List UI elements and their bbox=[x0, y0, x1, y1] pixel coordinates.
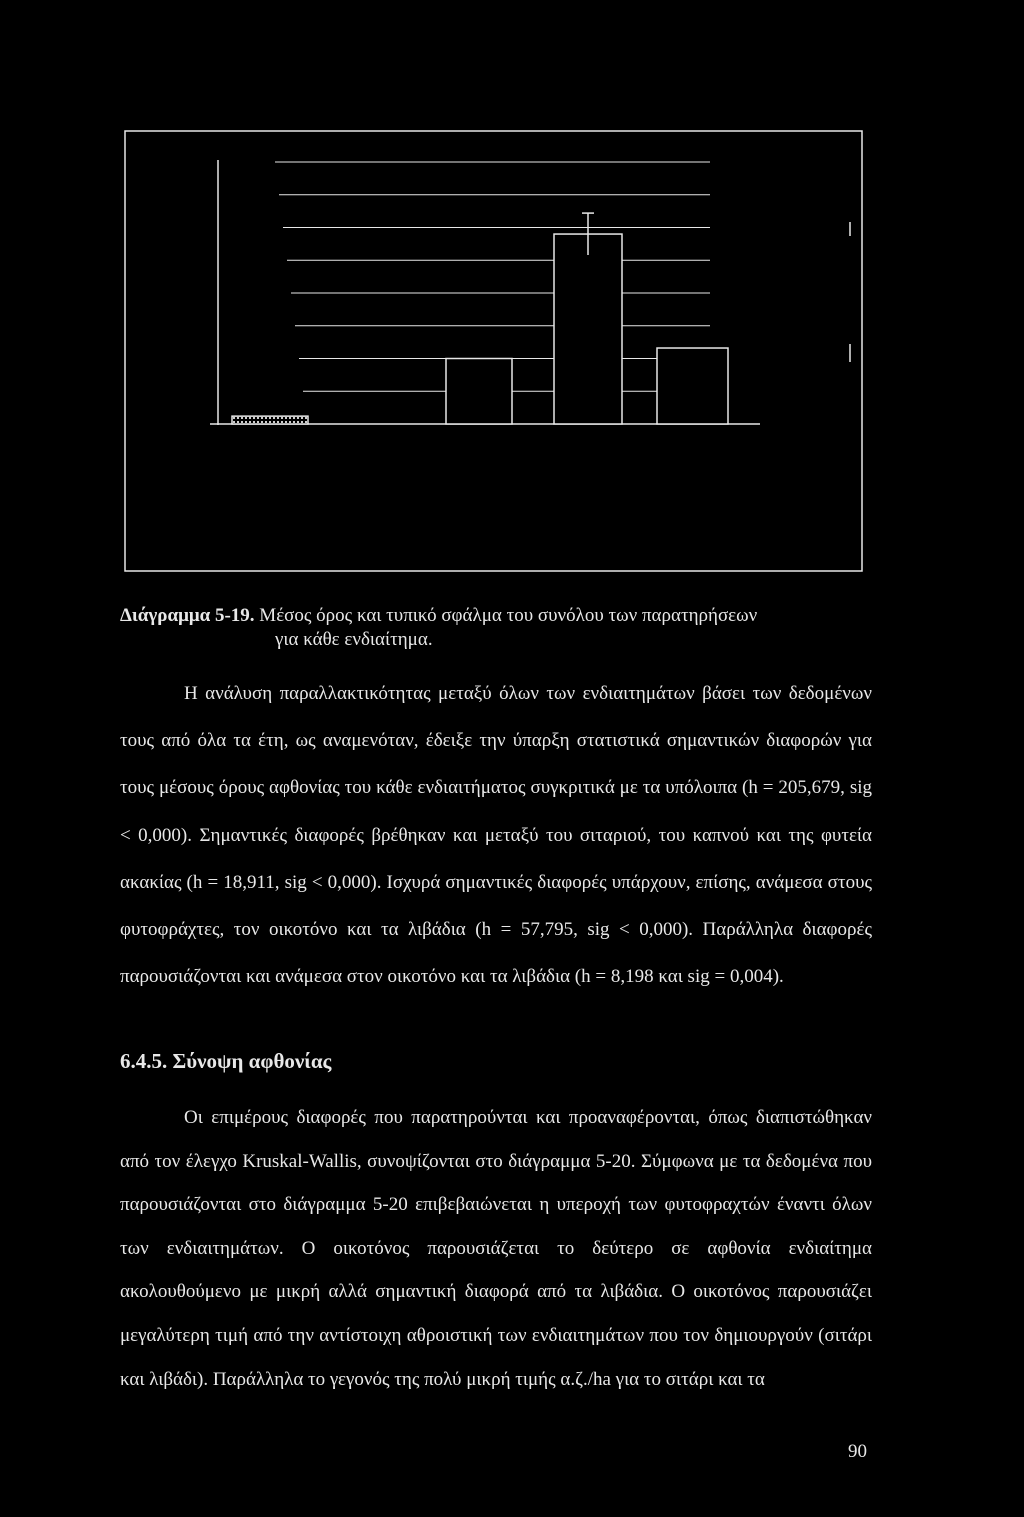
bar bbox=[446, 359, 512, 425]
figure-caption bbox=[120, 604, 900, 652]
gridlines bbox=[275, 162, 710, 391]
paragraph-summary: Οι επιμέρους διαφορές που παρατηρούνται και προαναφέρονται, όπως διαπιστώθηκαν από τον έλεγχο Kruskal-Wallis, συνοψίζονται στο διάγραμμα 5-20. Σύμφωνα με τα δεδομένα που παρουσιάζονται στο διάγραμμα 5-20 επιβεβαιώνεται η υπεροχή των φυτοφραχτών έναντι όλων των ενδιαιτημάτων. Ο οικοτόνος παρουσιάζεται το δεύτερο σε αφθονία ενδιαίτημα ακολουθούμενο με μικρή αλλά σημαντική διαφορά από τα λιβάδια. Ο οικοτόνος παρουσιάζει μεγαλύτερη τιμή από την αντίστοιχη αθροιστική των ενδιαιτημάτων που τον δημιουργούν (σιτάρι και λιβάδι). Παράλληλα το γεγονός της πολύ μικρή τιμής α.ζ./ha για το σιτάρι και τα bbox=[120, 1107, 872, 1390]
bar bbox=[232, 416, 308, 424]
bars bbox=[232, 234, 728, 424]
bar-chart-figure bbox=[0, 0, 1024, 590]
section-heading: 6.4.5. Σύνοψη αφθονίας bbox=[120, 1049, 332, 1073]
caption-text-line2: για κάθε ενδιαίτημα. bbox=[275, 629, 433, 650]
figure-frame bbox=[125, 131, 862, 571]
caption-text-line1: Μέσος όρος και τυπικό σφάλμα του συνόλου των παρατηρήσεων bbox=[259, 605, 758, 626]
bar bbox=[554, 234, 622, 424]
paragraph-results: Η ανάλυση παραλλακτικότητας μεταξύ όλων των ενδιαιτημάτων βάσει των δεδομένων τους από όλα τα έτη, ως αναμενόταν, έδειξε την ύπαρξη στατιστικά σημαντικών διαφορών για τους μέσους όρους αφθονίας του κάθε ενδιαιτήματος συγκριτικά με τα υπόλοιπα (h = 205,679, sig < 0,000). Σημαντικές διαφορές βρέθηκαν και μεταξύ του σιταριού, του καπνού και της φυτεία ακακίας (h = 18,911, sig < 0,000). Ισχυρά σημαντικές διαφορές υπάρχουν, επίσης, ανάμεσα στους φυτοφράχτες, τον οικοτόνο και τα λιβάδια (h = 57,795, sig < 0,000). Παράλληλα διαφορές παρουσιάζονται και ανάμεσα στον οικοτόνο και τα λιβάδια (h = 8,198 και sig = 0,004). bbox=[120, 683, 872, 988]
bar bbox=[657, 348, 728, 424]
page-number: 90 bbox=[848, 1441, 867, 1462]
caption-label: Διάγραμμα 5-19. bbox=[120, 605, 255, 626]
